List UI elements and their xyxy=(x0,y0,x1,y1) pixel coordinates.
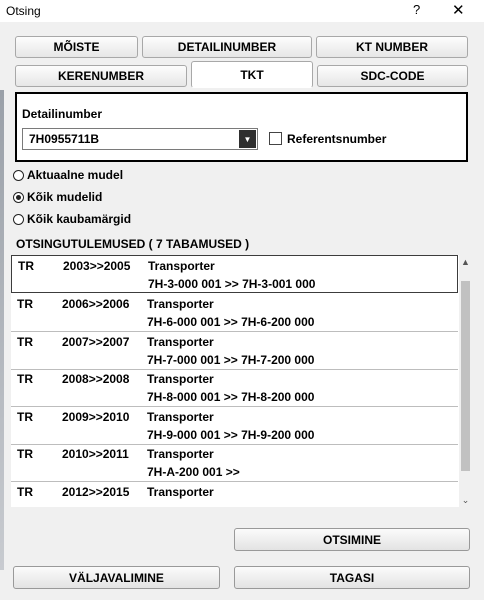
row-model: Transporter xyxy=(147,372,214,386)
tab-sdc-code[interactable]: SDC-CODE xyxy=(317,65,468,87)
detailinumber-value[interactable]: 7H0955711B xyxy=(29,132,100,146)
help-icon[interactable]: ? xyxy=(413,2,421,17)
radio-koik-kaubamargid[interactable] xyxy=(13,214,24,225)
table-row[interactable] xyxy=(11,482,458,507)
row-code: TR xyxy=(17,335,33,349)
table-row[interactable] xyxy=(11,444,458,482)
valjavalimine-button-label: VÄLJAVALIMINE xyxy=(69,570,164,585)
row-range: 7H-A-200 001 >> xyxy=(147,465,240,479)
tab-detailinumber[interactable]: DETAILINUMBER xyxy=(142,36,312,58)
otsimine-button[interactable] xyxy=(234,528,470,551)
row-code: TR xyxy=(18,259,34,273)
row-code: TR xyxy=(17,297,33,311)
row-range: 7H-9-000 001 >> 7H-9-200 000 xyxy=(147,428,315,442)
background-window-edge xyxy=(0,90,4,570)
results-scrollbar[interactable] xyxy=(459,255,472,507)
tab-kt-number[interactable]: KT NUMBER xyxy=(316,36,468,58)
radio-label-koik-kaubamargid[interactable]: Kõik kaubamärgid xyxy=(27,212,132,226)
row-years: 2009>>2010 xyxy=(62,410,130,424)
row-code: TR xyxy=(17,372,33,386)
radio-koik-mudelid[interactable] xyxy=(13,192,24,203)
row-model: Transporter xyxy=(148,259,215,273)
window-title: Otsing xyxy=(6,4,41,18)
row-code: TR xyxy=(17,410,33,424)
title-bar xyxy=(0,0,484,22)
tab-tkt[interactable]: TKT xyxy=(191,61,313,88)
valjavalimine-button[interactable] xyxy=(13,566,220,589)
row-years: 2006>>2006 xyxy=(62,297,130,311)
radio-label-aktuaalne-mudel[interactable]: Aktuaalne mudel xyxy=(27,168,124,182)
row-years: 2003>>2005 xyxy=(63,259,131,273)
tab-kerenumber[interactable]: KERENUMBER xyxy=(15,65,187,87)
row-range: 7H-8-000 001 >> 7H-8-200 000 xyxy=(147,390,315,404)
close-icon[interactable]: ✕ xyxy=(452,2,465,19)
row-model: Transporter xyxy=(147,410,214,424)
results-list[interactable] xyxy=(11,255,472,507)
tagasi-button[interactable] xyxy=(234,566,470,589)
row-code: TR xyxy=(17,485,33,499)
table-row[interactable] xyxy=(11,294,458,332)
chevron-down-icon[interactable]: ▼ xyxy=(239,130,256,148)
table-row[interactable] xyxy=(11,332,458,370)
table-row[interactable] xyxy=(11,255,458,293)
scroll-down-icon[interactable]: ⌄ xyxy=(461,494,470,505)
row-range: 7H-3-000 001 >> 7H-3-001 000 xyxy=(148,277,316,291)
results-header: OTSINGUTULEMUSED ( 7 TABAMUSED ) xyxy=(16,237,250,251)
table-row[interactable] xyxy=(11,369,458,407)
referentsnumber-checkbox[interactable] xyxy=(269,132,282,145)
row-model: Transporter xyxy=(147,335,214,349)
row-years: 2010>>2011 xyxy=(62,447,129,461)
tab-panel xyxy=(15,92,468,162)
scrollbar-thumb[interactable] xyxy=(461,281,470,471)
radio-aktuaalne-mudel[interactable] xyxy=(13,170,24,181)
row-years: 2008>>2008 xyxy=(62,372,130,386)
row-code: TR xyxy=(17,447,33,461)
row-model: Transporter xyxy=(147,447,214,461)
row-model: Transporter xyxy=(147,297,214,311)
row-range: 7H-6-000 001 >> 7H-6-200 000 xyxy=(147,315,315,329)
tab-moiste[interactable]: MÕISTE xyxy=(15,36,138,58)
radio-label-koik-mudelid[interactable]: Kõik mudelid xyxy=(27,190,103,204)
detailinumber-combobox[interactable] xyxy=(22,128,258,150)
row-years: 2007>>2007 xyxy=(62,335,130,349)
row-range: 7H-7-000 001 >> 7H-7-200 000 xyxy=(147,353,315,367)
row-years: 2012>>2015 xyxy=(62,485,130,499)
referentsnumber-label[interactable]: Referentsnumber xyxy=(287,132,387,146)
tagasi-button-label: TAGASI xyxy=(329,570,375,585)
detailinumber-label: Detailinumber xyxy=(22,107,103,121)
scroll-up-icon[interactable]: ▲ xyxy=(461,257,470,267)
row-model: Transporter xyxy=(147,485,214,499)
table-row[interactable] xyxy=(11,407,458,445)
otsimine-button-label: OTSIMINE xyxy=(322,532,381,547)
